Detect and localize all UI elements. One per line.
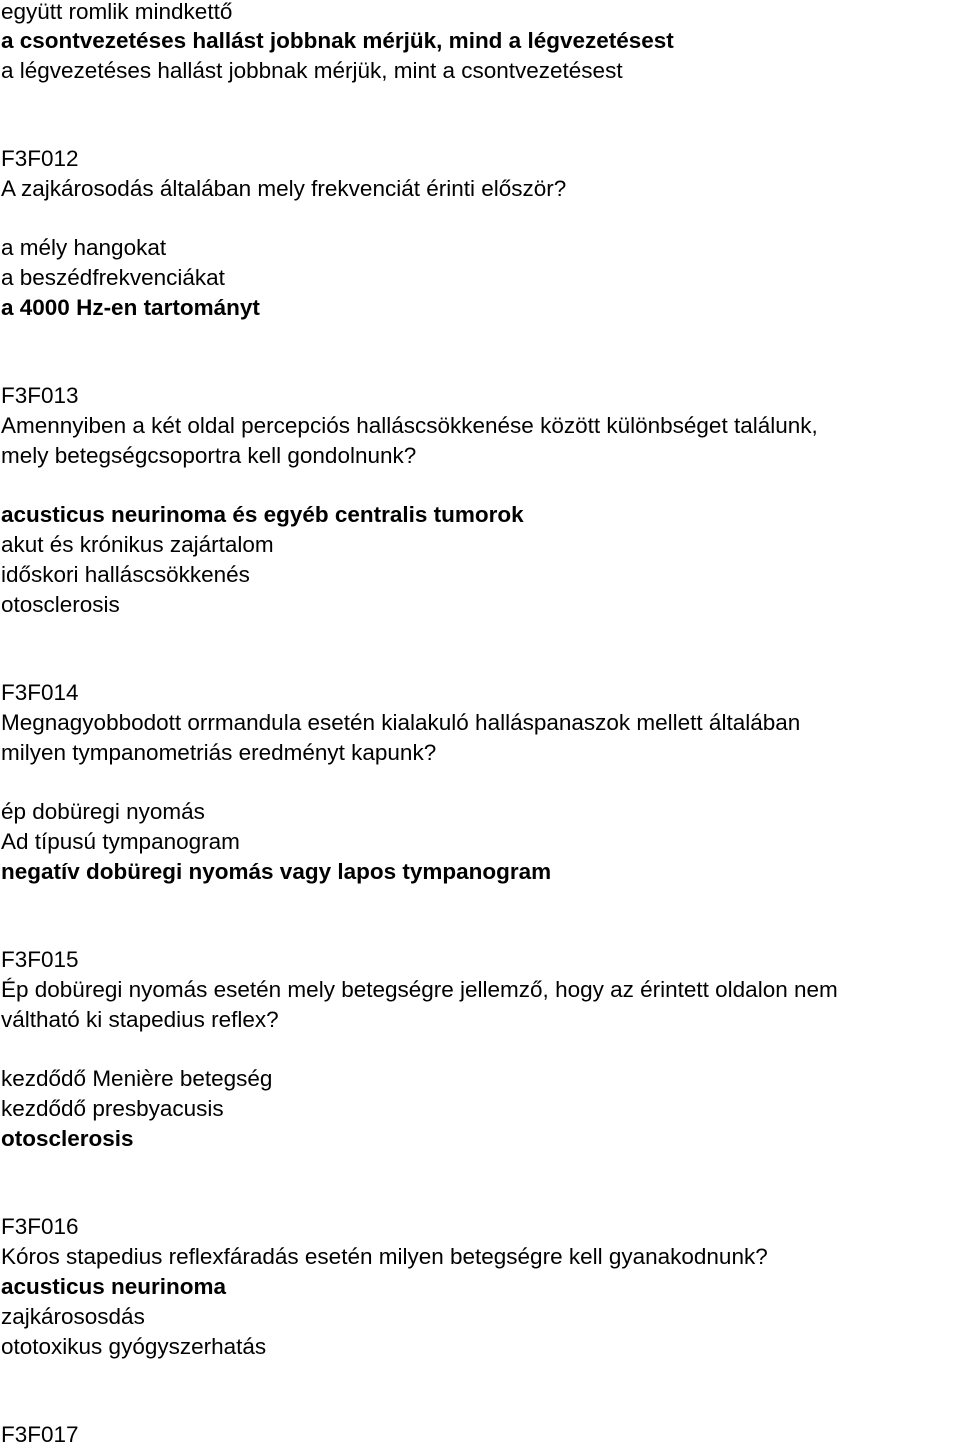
question-text: milyen tympanometriás eredményt kapunk? (1, 740, 437, 765)
answer-option: ép dobüregi nyomás (1, 799, 205, 824)
question-id: F3F015 (1, 947, 79, 972)
correct-answer: acusticus neurinoma és egyéb centralis tumorok (1, 502, 524, 527)
question-text: A zajkárosodás általában mely frekvenciát érinti először? (1, 176, 567, 201)
correct-answer: acusticus neurinoma (1, 1274, 227, 1299)
correct-answer: negatív dobüregi nyomás vagy lapos tympanogram (1, 859, 552, 884)
correct-answer: otosclerosis (1, 1126, 134, 1151)
question-id: F3F016 (1, 1214, 79, 1239)
answer-option: a mély hangokat (1, 235, 167, 260)
correct-answer: a csontvezetéses hallást jobbnak mérjük, mind a légvezetésest (1, 28, 674, 53)
answer-option: Ad típusú tympanogram (1, 829, 240, 854)
question-id: F3F014 (1, 680, 79, 705)
question-text: váltható ki stapedius reflex? (1, 1007, 279, 1032)
question-text: mely betegségcsoportra kell gondolnunk? (1, 443, 417, 468)
answer-option: időskori halláscsökkenés (1, 562, 250, 587)
question-text: Kóros stapedius reflexfáradás esetén milyen betegségre kell gyanakodnunk? (1, 1244, 768, 1269)
correct-answer: a 4000 Hz-en tartományt (1, 295, 260, 320)
question-text: Ép dobüregi nyomás esetén mely betegségre jellemző, hogy az érintett oldalon nem (1, 977, 838, 1002)
answer-option: otosclerosis (1, 592, 120, 617)
answer-option: a légvezetéses hallást jobbnak mérjük, mint a csontvezetésest (1, 58, 623, 83)
question-id: F3F013 (1, 383, 79, 408)
question-text: Megnagyobbodott orrmandula esetén kialakuló halláspanaszok mellett általában (1, 710, 801, 735)
question-id: F3F012 (1, 146, 79, 171)
question-id: F3F017 (1, 1422, 79, 1447)
answer-option: együtt romlik mindkettő (1, 0, 233, 24)
answer-option: ototoxikus gyógyszerhatás (1, 1334, 267, 1359)
answer-option: kezdődő Menière betegség (1, 1066, 273, 1091)
answer-option: akut és krónikus zajártalom (1, 532, 274, 557)
answer-option: zajkárososdás (1, 1304, 145, 1329)
answer-option: kezdődő presbyacusis (1, 1096, 224, 1121)
answer-option: a beszédfrekvenciákat (1, 265, 225, 290)
question-text: Amennyiben a két oldal percepciós halláscsökkenése között különbséget találunk, (1, 413, 818, 438)
